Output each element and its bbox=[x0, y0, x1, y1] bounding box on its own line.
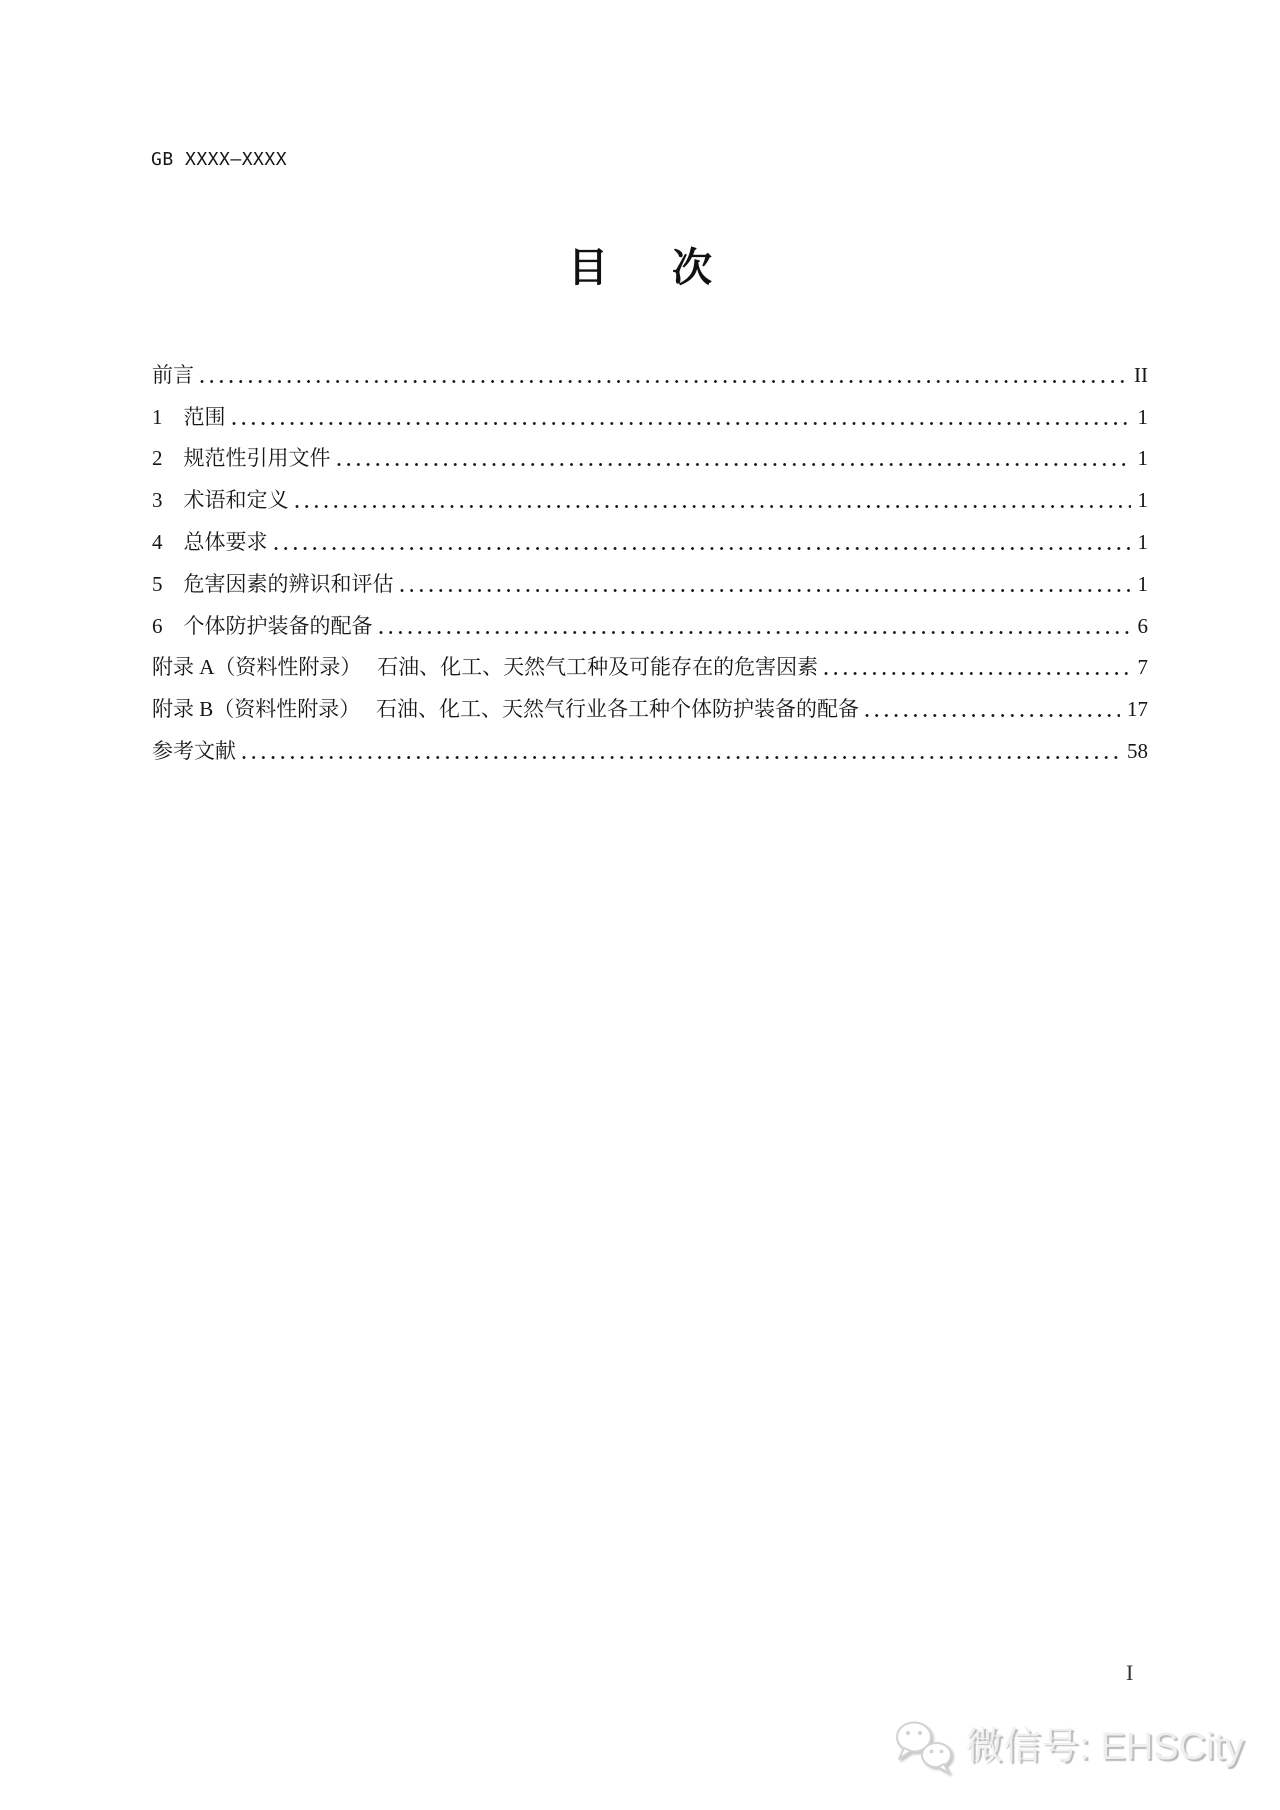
page-number: I bbox=[1126, 1660, 1134, 1685]
wechat-icon bbox=[893, 1720, 957, 1774]
toc-entry-page: 1 bbox=[1137, 404, 1148, 429]
standard-number: GB XXXX—XXXX bbox=[151, 149, 288, 170]
toc-entry bbox=[152, 728, 1148, 770]
toc-entry-label: 1 范围 bbox=[152, 404, 226, 429]
toc-entry bbox=[152, 561, 1148, 603]
toc-entry-page: 1 bbox=[1137, 529, 1148, 554]
toc-dot-leader bbox=[400, 588, 1131, 593]
toc-entry bbox=[152, 436, 1148, 478]
toc-entry-label: 附录 A（资料性附录） 石油、化工、天然气工种及可能存在的危害因素 bbox=[152, 655, 819, 680]
toc-entry-label: 参考文献 bbox=[152, 738, 236, 763]
toc-entry-label: 6 个体防护装备的配备 bbox=[152, 613, 373, 638]
toc-entry bbox=[152, 645, 1148, 687]
watermark-text: 微信号: EHSCity bbox=[965, 1726, 1244, 1768]
toc-dot-leader bbox=[242, 755, 1120, 760]
toc-entry bbox=[152, 686, 1148, 728]
toc-dot-leader bbox=[295, 504, 1131, 509]
toc-entry-label: 3 术语和定义 bbox=[152, 488, 289, 513]
toc-entry bbox=[152, 394, 1148, 436]
toc-entry bbox=[152, 477, 1148, 519]
toc-entry-page: 6 bbox=[1137, 613, 1148, 638]
watermark bbox=[893, 1720, 1244, 1774]
toc-entry bbox=[152, 603, 1148, 645]
toc-dot-leader bbox=[232, 421, 1131, 426]
toc-entry-label: 2 规范性引用文件 bbox=[152, 446, 331, 471]
toc-dot-leader bbox=[337, 462, 1131, 467]
toc-dot-leader bbox=[200, 379, 1127, 384]
toc-dot-leader bbox=[274, 546, 1131, 551]
toc-entry-page: II bbox=[1134, 362, 1148, 387]
toc-entry-page: 17 bbox=[1127, 697, 1148, 722]
toc-entry-page: 58 bbox=[1127, 738, 1148, 763]
toc-entry-label: 4 总体要求 bbox=[152, 529, 268, 554]
table-of-contents bbox=[152, 352, 1148, 770]
toc-entry bbox=[152, 352, 1148, 394]
toc-entry-page: 1 bbox=[1137, 571, 1148, 596]
toc-dot-leader bbox=[379, 630, 1131, 635]
toc-entry bbox=[152, 519, 1148, 561]
toc-entry-page: 1 bbox=[1137, 488, 1148, 513]
toc-entry-page: 1 bbox=[1137, 446, 1148, 471]
toc-entry-label: 5 危害因素的辨识和评估 bbox=[152, 571, 394, 596]
page-title: 目 次 bbox=[568, 245, 724, 290]
toc-entry-label: 附录 B（资料性附录） 石油、化工、天然气行业各工种个体防护装备的配备 bbox=[152, 697, 860, 722]
toc-entry-label: 前言 bbox=[152, 362, 194, 387]
toc-dot-leader bbox=[865, 713, 1120, 718]
toc-entry-page: 7 bbox=[1137, 655, 1148, 680]
toc-dot-leader bbox=[824, 671, 1130, 676]
